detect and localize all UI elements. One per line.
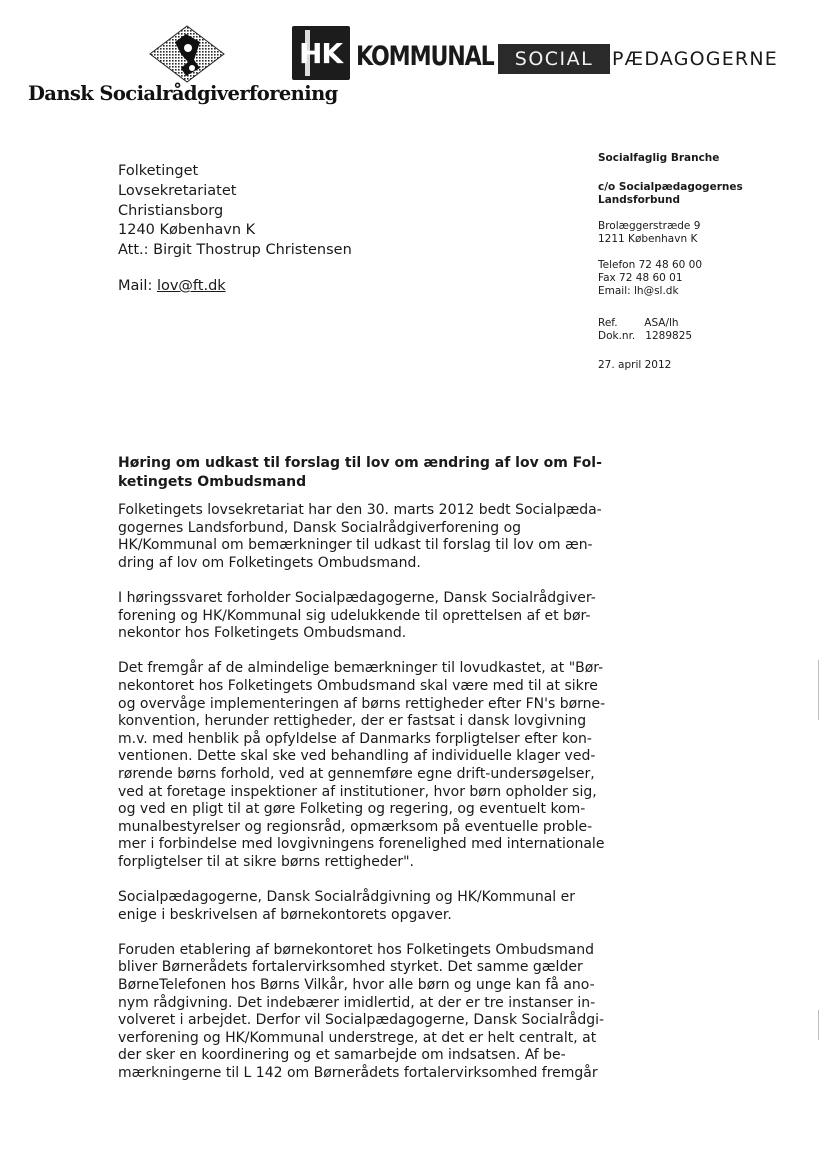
recipient-mail: [118, 278, 226, 294]
body-line: forpligtelser til at sikre børns rettigheder".: [118, 853, 414, 870]
letter-date: 27. april 2012: [598, 359, 672, 371]
body-paragraph: [118, 502, 600, 572]
recipient-line: 1240 København K: [118, 222, 256, 239]
letter-subject: [118, 454, 602, 492]
sender-info: [598, 152, 798, 372]
sender-phone: Telefon 72 48 60 00: [598, 259, 703, 271]
body-line: volveret i arbejdet. Derfor vil Socialpædagogerne, Dansk Socialrådgi-: [118, 1012, 605, 1029]
body-line: mer i forbindelse med lovgivningens forenelighed med internationale: [118, 836, 605, 853]
body-line: ved at foretage inspektioner af institutioner, hvor børn opholder sig,: [118, 783, 597, 800]
body-line: Det fremgår af de almindelige bemærkninger til lovudkastet, at "Bør-: [118, 660, 604, 677]
body-line: forening og HK/Kommunal sig udelukkende til oprettelsen af et bør-: [118, 607, 591, 624]
body-line: ventionen. Dette skal ske ved behandling af individuelle klager ved-: [118, 748, 596, 765]
mail-link[interactable]: lov@ft.dk: [156, 278, 226, 294]
body-line: verforening og HK/Kommunal understrege, at det er helt centralt, at: [118, 1029, 597, 1046]
body-line: munalbestyrelser og regionsråd, opmærksom på eventuelle proble-: [118, 818, 593, 835]
sender-street: Brolæggerstræde 9: [598, 220, 701, 232]
sender-fax: Fax 72 48 60 01: [598, 272, 683, 284]
dsr-wordmark: Dansk Socialrådgiverforening: [28, 82, 338, 105]
recipient-line: Folketinget: [118, 163, 199, 179]
subject-line: ketingets Ombudsmand: [118, 474, 307, 490]
body-paragraph: [118, 660, 606, 871]
sender-email: Email: lh@sl.dk: [598, 285, 679, 297]
hk-wordmark: KOMMUNAL: [356, 41, 494, 72]
body-line: nekontor hos Folketingets Ombudsmand.: [118, 625, 407, 642]
recipient-line: Att.: Birgit Thostrup Christensen: [118, 242, 352, 259]
body-line: gogernes Landsforbund, Dansk Socialrådgiverforening og: [118, 519, 522, 536]
body-line: rørende børns forhold, ved at gennemføre egne drift-undersøgelser,: [118, 765, 595, 782]
sender-ref: Ref. ASA/lh: [598, 317, 679, 329]
sender-branch: Socialfaglig Branche: [598, 152, 720, 164]
recipient-address: [118, 162, 352, 261]
body-line: Socialpædagogerne, Dansk Socialrådgivning og HK/Kommunal er: [118, 889, 575, 906]
body-line: dring af lov om Folketingets Ombudsmand.: [118, 554, 421, 571]
sender-city: 1211 København K: [598, 233, 698, 245]
body-line: der sker en koordinering og et samarbejde om indsatsen. Af be-: [118, 1047, 566, 1064]
body-line: enige i beskrivelsen af børnekontorets opgaver.: [118, 906, 452, 923]
hk-mark-box: [292, 26, 350, 80]
recipient-line: Lovsekretariatet: [118, 182, 237, 199]
subject-line: Høring om udkast til forslag til lov om ændring af lov om Fol-: [118, 455, 602, 471]
body-line: nekontoret hos Folketingets Ombudsmand skal være med til at sikre: [118, 677, 598, 694]
body-line: og overvåge implementeringen af børns rettigheder efter FN's børne-: [118, 695, 606, 712]
sender-doknr: Dok.nr. 1289825: [598, 330, 693, 342]
mail-label: Mail:: [118, 278, 157, 294]
body-line: og ved en pligt til at gøre Folketing og regering, og eventuelt kom-: [118, 801, 586, 818]
body-line: nym rådgivning. Det indebærer imidlertid, at der er tre instanser in-: [118, 994, 596, 1011]
sp-logo-social: SOCIAL: [498, 44, 610, 74]
body-line: HK/Kommunal om bemærkninger til udkast til forslag til lov om æn-: [118, 537, 593, 554]
letter-body: [118, 502, 606, 1100]
hk-mark: HK: [299, 37, 343, 70]
body-line: Folketingets lovsekretariat har den 30. marts 2012 bedt Socialpæda-: [118, 502, 602, 518]
sender-co-line: Landsforbund: [598, 194, 680, 206]
body-line: m.v. med henblik på opfyldelse af Danmarks forpligtelser efter kon-: [118, 730, 592, 747]
body-paragraph: [118, 941, 605, 1083]
dsr-emblem-icon: [148, 24, 226, 84]
body-paragraph: [118, 590, 600, 643]
body-paragraph: [118, 889, 600, 924]
sp-logo-paedagogerne: PÆDAGOGERNE: [612, 48, 778, 70]
body-line: bliver Børnerådets fortalervirksomhed styrket. Det samme gælder: [118, 959, 583, 976]
body-line: BørneTelefonen hos Børns Vilkår, hvor alle børn og unge kan få ano-: [118, 977, 595, 994]
sender-co-line: c/o Socialpædagogernes: [598, 181, 743, 193]
body-line: mærkningerne til L 142 om Børnerådets fortalervirksomhed fremgår: [118, 1065, 598, 1081]
recipient-line: Christiansborg: [118, 202, 224, 219]
body-line: Foruden etablering af børnekontoret hos Folketingets Ombudsmand: [118, 941, 594, 958]
body-line: konvention, herunder rettigheder, der er fastsat i dansk lovgivning: [118, 713, 587, 730]
body-line: I høringssvaret forholder Socialpædagogerne, Dansk Socialrådgiver-: [118, 589, 596, 606]
